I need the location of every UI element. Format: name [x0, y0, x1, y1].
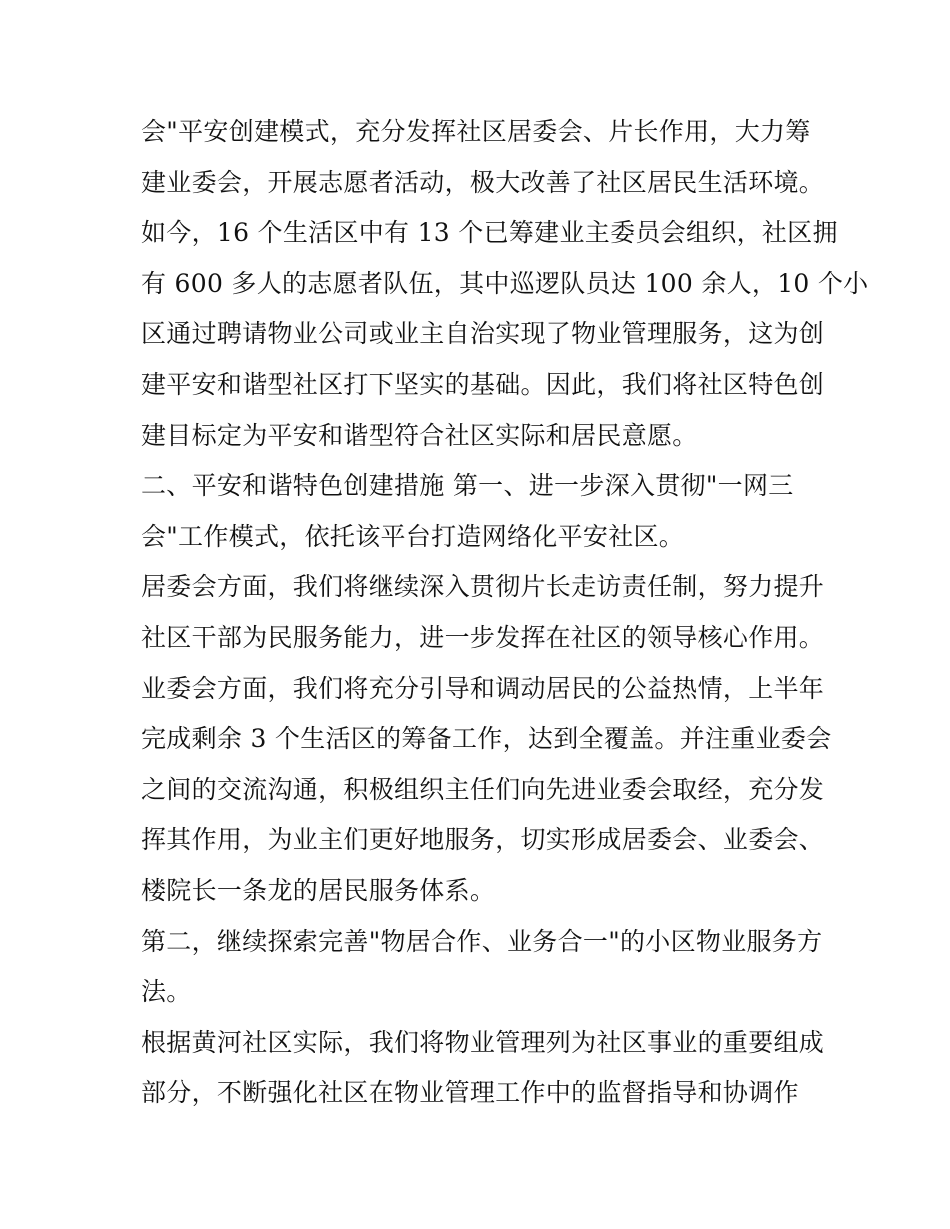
text-line: 建业委会，开展志愿者活动，极大改善了社区居民生活环境。 — [141, 167, 825, 197]
text-line: 业委会方面，我们将充分引导和调动居民的公益热情，上半年 — [141, 673, 825, 703]
text-line: 建目标定为平安和谐型符合社区实际和居民意愿。 — [141, 420, 698, 450]
text-line: 居委会方面，我们将继续深入贯彻片长走访责任制，努力提升 — [141, 572, 825, 602]
text-line: 楼院长一条龙的居民服务体系。 — [141, 875, 496, 905]
text-line: 如今，16 个生活区中有 13 个已筹建业主委员会组织，社区拥 — [141, 218, 838, 248]
section-heading-line: 二、平安和谐特色创建措施 第一、进一步深入贯彻"一网三 — [141, 471, 794, 501]
text-line: 建平安和谐型社区打下坚实的基础。因此，我们将社区特色创 — [141, 369, 825, 399]
text-line: 会"工作模式，依托该平台打造网络化平安社区。 — [141, 521, 685, 551]
text-line: 挥其作用，为业主们更好地服务，切实形成居委会、业委会、 — [141, 825, 825, 855]
text-line: 会"平安创建模式，充分发挥社区居委会、片长作用，大力筹 — [141, 117, 811, 146]
body-text — [141, 107, 869, 1119]
text-line: 之间的交流沟通，积极组织主任们向先进业委会取经，充分发 — [141, 774, 825, 804]
text-line: 法。 — [141, 977, 192, 1007]
text-line: 社区干部为民服务能力，进一步发挥在社区的领导核心作用。 — [141, 622, 825, 652]
subsection-heading-line: 第二，继续探索完善"物居合作、业务合一"的小区物业服务方 — [141, 926, 823, 956]
text-line: 部分，不断强化社区在物业管理工作中的监督指导和协调作 — [141, 1078, 799, 1108]
text-line: 有 600 多人的志愿者队伍，其中巡逻队员达 100 余人，10 个小 — [141, 268, 869, 298]
text-line: 完成剩余 3 个生活区的筹备工作，达到全覆盖。并注重业委会 — [141, 724, 832, 754]
text-line: 根据黄河社区实际，我们将物业管理列为社区事业的重要组成 — [141, 1027, 825, 1057]
text-line: 区通过聘请物业公司或业主自治实现了物业管理服务，这为创 — [141, 319, 825, 349]
